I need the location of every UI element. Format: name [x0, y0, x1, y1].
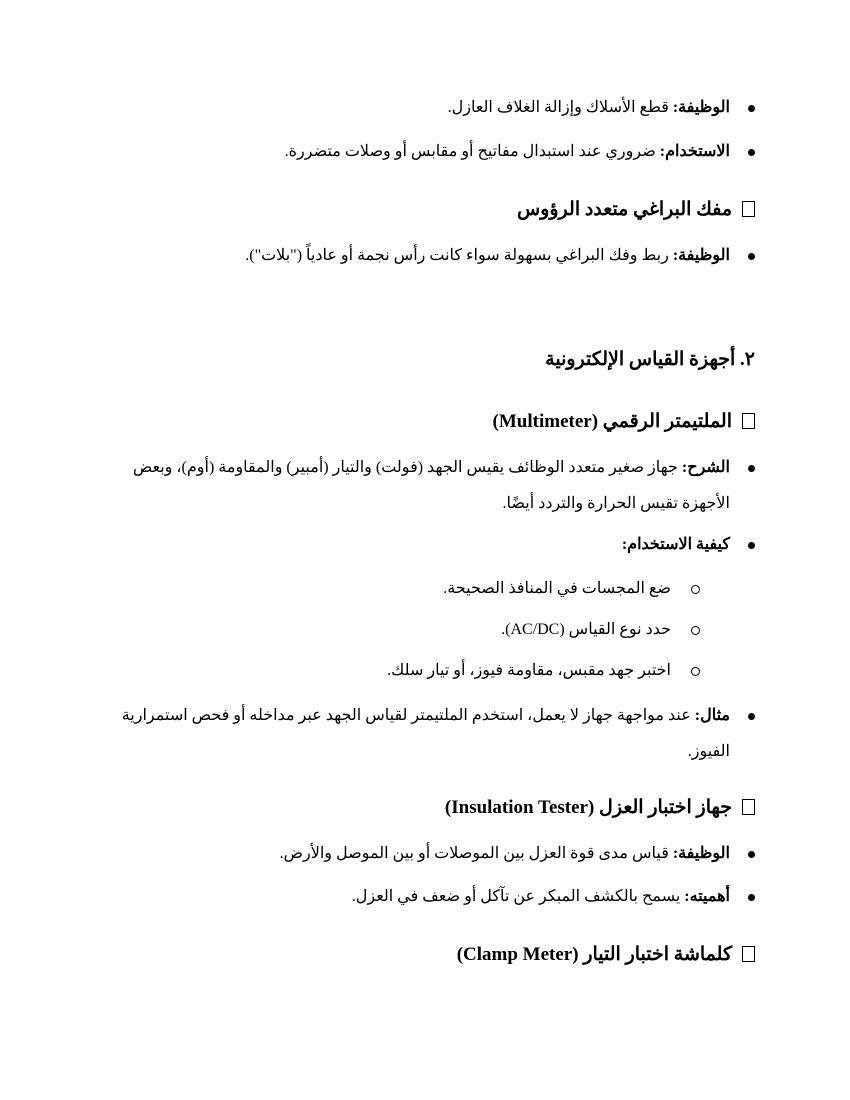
- sub-item-measure-type: [95, 612, 700, 648]
- bullet-multimeter-explanation: [95, 450, 755, 486]
- bullet-dot: [748, 465, 755, 472]
- bullet-label: الشرح:: [681, 459, 730, 476]
- heading-screwdriver: [95, 192, 755, 228]
- bullet-dot: [748, 149, 755, 156]
- bullet-label: أهميته:: [684, 888, 730, 905]
- checkbox-glyph-icon: [742, 413, 755, 429]
- circle-bullet-icon: [691, 585, 700, 594]
- sub-item-text: ضع المجسات في المنافذ الصحيحة.: [443, 580, 671, 597]
- bullet-dot: [748, 894, 755, 901]
- heading-text: الملتيمتر الرقمي (Multimeter): [492, 411, 732, 432]
- bullet-text: عند مواجهة جهاز لا يعمل، استخدم الملتيمتر لقياس الجهد عبر مداخله أو فحص استمرارية: [121, 707, 695, 724]
- bullet-usage: [95, 134, 755, 170]
- circle-bullet-icon: [691, 626, 700, 635]
- heading-text: مفك البراغي متعدد الرؤوس: [517, 199, 732, 220]
- section-title: ٢. أجهزة القياس الإلكترونية: [545, 349, 755, 370]
- checkbox-glyph-icon: [742, 201, 755, 217]
- heading-insulation-tester: [95, 790, 755, 826]
- bullet-text: ضروري عند استبدال مفاتيح أو مقابس أو وصلات متضررة.: [284, 143, 660, 160]
- bullet-dot: [748, 851, 755, 858]
- heading-clamp-meter: [95, 937, 755, 973]
- bullet-insulation-importance: [95, 879, 755, 915]
- bullet-function-cut: [95, 90, 755, 126]
- bullet-how-to-use: [95, 527, 755, 563]
- bullet-text: جهاز صغير متعدد الوظائف يقيس الجهد (فولت) والتيار (أمبير) والمقاومة (أوم)، وبعض: [132, 459, 682, 476]
- heading-text: جهاز اختبار العزل (Insulation Tester): [444, 797, 732, 818]
- bullet-dot: [748, 105, 755, 112]
- bullet-dot: [748, 713, 755, 720]
- section-heading-electronic-meters: [95, 342, 755, 378]
- bullet-label: الاستخدام:: [659, 143, 730, 160]
- circle-bullet-icon: [691, 667, 700, 676]
- bullet-label: الوظيفة:: [672, 247, 730, 264]
- bullet-dot: [748, 253, 755, 260]
- bullet-example: [95, 698, 755, 734]
- bullet-insulation-function: [95, 836, 755, 872]
- checkbox-glyph-icon: [742, 946, 755, 962]
- bullet-text: قياس مدى قوة العزل بين الموصلات أو بين الموصل والأرض.: [279, 845, 673, 862]
- bullet-text: قطع الأسلاك وإزالة الغلاف العازل.: [447, 99, 673, 116]
- bullet-label: الوظيفة:: [672, 845, 730, 862]
- bullet-multimeter-explanation-continued: [95, 486, 730, 522]
- bullet-example-continued: [95, 734, 730, 770]
- bullet-text: الفيوز.: [687, 743, 730, 760]
- bullet-text: يسمح بالكشف المبكر عن تآكل أو ضعف في العزل.: [351, 888, 685, 905]
- sub-item-probes: [95, 571, 700, 607]
- bullet-label: كيفية الاستخدام:: [621, 536, 730, 553]
- sub-item-text: اختبر جهد مقبس، مقاومة فيوز، أو تيار سلك.: [387, 662, 671, 679]
- bullet-label: مثال:: [694, 707, 730, 724]
- heading-text: كلماشة اختبار التيار (Clamp Meter): [456, 944, 732, 965]
- bullet-screwdriver-function: [95, 238, 755, 274]
- bullet-text: الأجهزة تقيس الحرارة والتردد أيضًا.: [502, 495, 730, 512]
- sub-item-text: حدد نوع القياس (AC/DC).: [501, 621, 671, 638]
- bullet-label: الوظيفة:: [672, 99, 730, 116]
- sub-item-test: [95, 653, 700, 689]
- heading-multimeter: [95, 404, 755, 440]
- bullet-text: ربط وفك البراغي بسهولة سواء كانت رأس نجمة أو عادياً ("بلات").: [245, 247, 673, 264]
- checkbox-glyph-icon: [742, 799, 755, 815]
- bullet-dot: [748, 542, 755, 549]
